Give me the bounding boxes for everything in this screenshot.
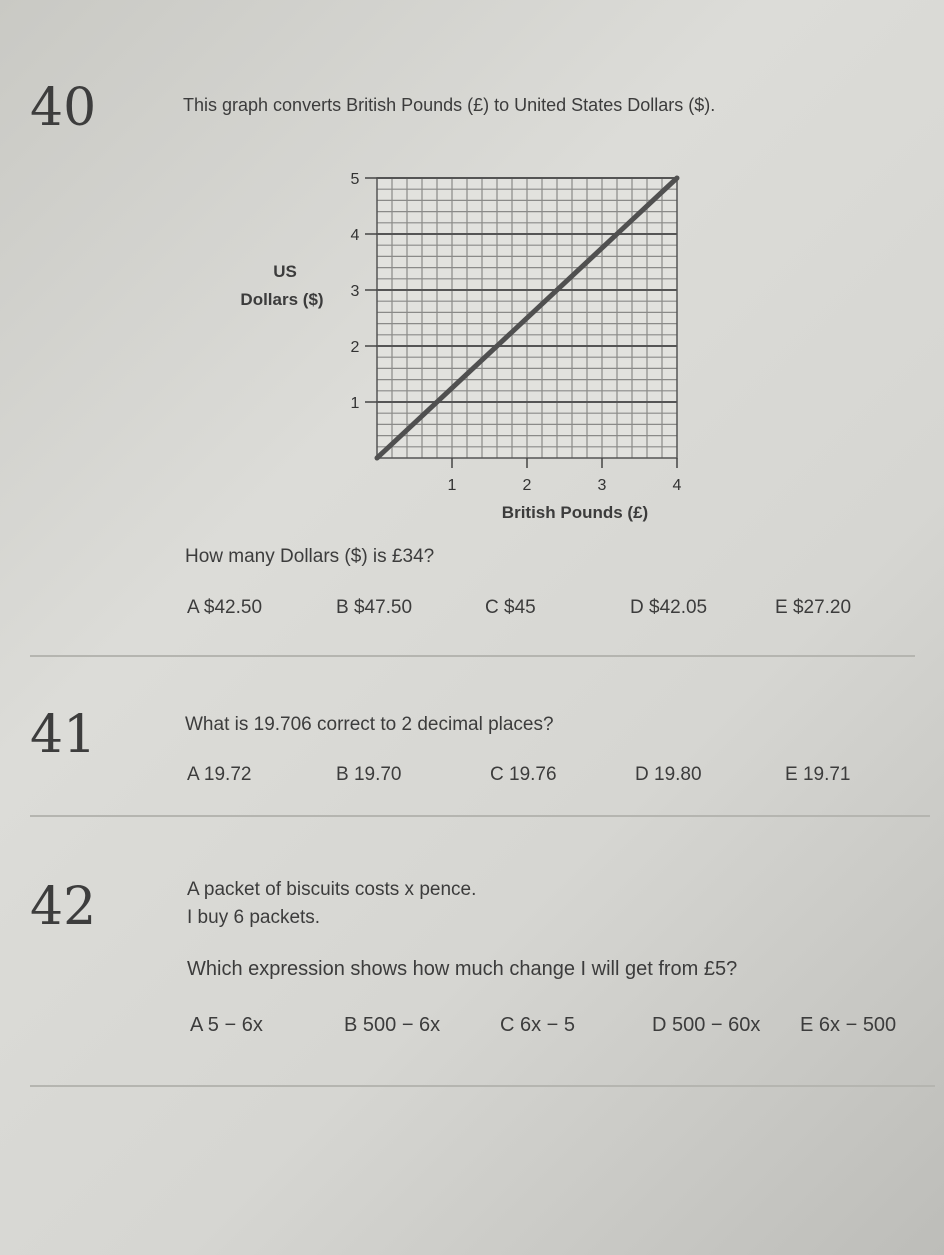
q42-option-c[interactable]: C 6x − 5 [500,1014,576,1036]
x-axis-label: British Pounds (£) [501,503,649,522]
divider-41-42 [30,815,930,817]
q42-option-d[interactable]: D 500 − 60x [652,1014,761,1036]
q41-option-d[interactable]: D 19.80 [635,764,702,785]
q42-option-e[interactable]: E 6x − 500 [800,1014,897,1036]
q42-line1: A packet of biscuits costs x pence. [187,879,477,900]
q41-option-b[interactable]: B 19.70 [336,764,402,785]
x-tick-label: 2 [522,477,532,494]
q41-option-e[interactable]: E 19.71 [785,764,851,785]
divider-bottom [30,1085,935,1087]
x-tick-label: 4 [672,477,682,494]
y-tick-label: 5 [350,171,360,188]
x-tick-label: 1 [447,477,457,494]
question-number-42: 42 [30,877,97,937]
q41-option-a[interactable]: A 19.72 [187,764,252,785]
y-axis-label-line1: US [273,262,297,281]
q42-option-b[interactable]: B 500 − 6x [344,1014,441,1036]
y-tick-label: 2 [350,339,360,356]
q40-option-c[interactable]: C $45 [485,597,536,618]
q40-prompt: This graph converts British Pounds (£) to United States Dollars ($). [183,95,716,115]
y-tick-label: 3 [350,283,360,300]
question-number-41: 41 [30,705,97,765]
q42-question: Which expression shows how much change I will get from £5? [187,958,738,980]
q41-question: What is 19.706 correct to 2 decimal places? [185,714,554,735]
y-axis-label-line2: Dollars ($) [240,290,324,309]
question-number-40: 40 [30,78,97,138]
divider-40-41 [30,655,915,657]
q40-option-e[interactable]: E $27.20 [775,597,852,618]
q40-question: How many Dollars ($) is £34? [185,546,435,567]
y-tick-label: 1 [350,395,360,412]
q42-option-a[interactable]: A 5 − 6x [190,1014,263,1036]
conversion-graph [220,140,720,525]
y-tick-label: 4 [350,227,360,244]
q40-option-d[interactable]: D $42.05 [630,597,708,618]
q41-option-c[interactable]: C 19.76 [490,764,557,785]
q42-line2: I buy 6 packets. [187,907,321,928]
x-tick-label: 3 [597,477,607,494]
q40-option-b[interactable]: B $47.50 [336,597,413,618]
q40-option-a[interactable]: A $42.50 [187,597,263,618]
